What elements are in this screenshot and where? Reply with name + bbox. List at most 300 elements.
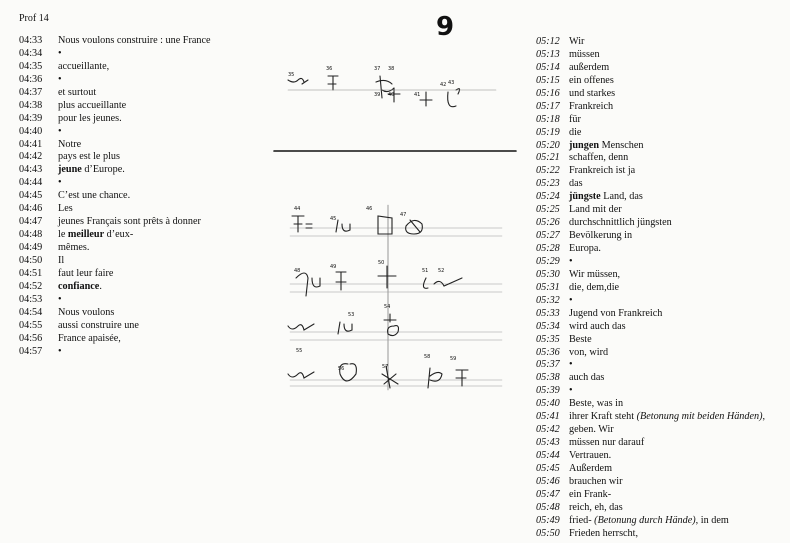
sketch-reference-number: 51 [422, 268, 429, 274]
timestamp: 05:48 [536, 501, 560, 513]
utterance-text [569, 230, 632, 243]
utterance-text [569, 295, 573, 308]
utterance-text [58, 294, 62, 307]
text-segment: ihrer Kraft steht [569, 411, 637, 423]
text-segment: • [58, 177, 62, 189]
text-segment: von, wird [569, 346, 609, 358]
text-segment: reich, eh, das [569, 501, 623, 513]
timestamp: 05:31 [536, 281, 560, 293]
transcript-line [19, 113, 211, 126]
sketch-stroke [406, 220, 423, 234]
timestamp: 05:30 [536, 268, 560, 280]
utterance-text [569, 114, 581, 127]
sketch-stroke [328, 76, 338, 90]
timestamp: 04:49 [19, 242, 43, 253]
text-segment: • [58, 73, 62, 85]
sketch-stroke [420, 92, 432, 106]
sketch-stroke [306, 224, 312, 228]
utterance-text [58, 281, 102, 294]
utterance-text [569, 49, 600, 62]
text-segment: Frankreich [569, 100, 614, 112]
timestamp: 05:47 [536, 488, 560, 500]
text-segment: • [58, 125, 62, 137]
sketch-reference-number: 50 [378, 260, 385, 266]
transcript-line [536, 411, 765, 424]
german-transcript-column [536, 36, 765, 541]
utterance-text [569, 476, 622, 489]
sketch-reference-number: 58 [424, 354, 431, 360]
transcript-line [19, 320, 211, 333]
timestamp: 04:53 [19, 293, 43, 305]
transcript-line [19, 177, 211, 190]
sketch-reference-number: 38 [388, 66, 395, 72]
transcript-line [19, 229, 211, 242]
sketch-reference-number: 35 [288, 72, 295, 78]
text-segment: faut leur faire [58, 267, 114, 279]
transcript-line [536, 437, 765, 450]
utterance-text [569, 308, 662, 321]
utterance-text [569, 256, 573, 269]
timestamp: 04:42 [19, 151, 43, 163]
timestamp: 05:17 [536, 100, 560, 112]
transcript-line [536, 256, 765, 269]
transcript-line [536, 49, 765, 62]
timestamp: 04:48 [19, 229, 43, 241]
utterance-text [569, 127, 581, 140]
sketch-reference-number: 53 [348, 312, 355, 318]
utterance-text [569, 140, 643, 153]
sketch-reference-number: 36 [326, 66, 333, 72]
sketch-stroke [288, 78, 308, 84]
sketch-reference-number: 40 [388, 92, 395, 98]
timestamp: 05:39 [536, 385, 560, 397]
text-segment: müssen nur darauf [569, 437, 645, 449]
gesture-note: (Betonung durch Hände) [594, 514, 696, 526]
sketch-stroke [288, 372, 314, 378]
text-segment: . [99, 280, 102, 292]
utterance-text [569, 191, 643, 204]
text-segment: plus accueillante [58, 99, 127, 111]
timestamp: 05:19 [536, 126, 560, 138]
transcript-line [536, 152, 765, 165]
emphasized-word: jungen [569, 139, 600, 151]
transcript-line [19, 294, 211, 307]
transcript-line [19, 126, 211, 139]
timestamp: 04:56 [19, 332, 43, 344]
timestamp: 05:38 [536, 372, 560, 384]
text-segment: die, dem,die [569, 281, 620, 293]
timestamp: 05:34 [536, 320, 560, 332]
timestamp: 04:55 [19, 319, 43, 331]
timestamp: 05:32 [536, 294, 560, 306]
text-segment: • [58, 345, 62, 357]
utterance-text [569, 269, 620, 282]
text-segment: aussi construire une [58, 319, 139, 331]
text-segment: Frieden herrscht, [569, 527, 639, 539]
sketch-reference-number: 42 [440, 82, 447, 88]
timestamp: 05:25 [536, 204, 560, 216]
french-transcript-column [19, 35, 211, 358]
sketch-stroke [336, 220, 350, 232]
transcript-line [19, 87, 211, 100]
utterance-text [58, 190, 130, 203]
timestamp: 04:33 [19, 35, 43, 46]
text-segment: schaffen, denn [569, 152, 629, 164]
sketch-reference-number: 56 [338, 366, 345, 372]
text-segment: Jugend von Frankreich [569, 307, 663, 319]
timestamp: 05:21 [536, 152, 560, 164]
timestamp: 05:35 [536, 333, 560, 345]
utterance-text [58, 126, 62, 139]
transcript-line [536, 282, 765, 295]
utterance-text [58, 333, 121, 346]
transcript-line [536, 450, 765, 463]
text-segment: le [58, 229, 68, 241]
utterance-text [569, 152, 628, 165]
text-segment: außerdem [569, 61, 610, 73]
timestamp: 05:36 [536, 346, 560, 358]
utterance-text [569, 515, 729, 528]
utterance-text [569, 75, 614, 88]
timestamp: 04:57 [19, 345, 43, 357]
transcript-line [536, 424, 765, 437]
utterance-text [58, 164, 125, 177]
transcript-line [19, 48, 211, 61]
text-segment: Bevölkerung in [569, 230, 633, 242]
transcript-line [536, 75, 765, 88]
timestamp: 04:50 [19, 254, 43, 266]
utterance-text [569, 489, 611, 502]
utterance-text [58, 229, 133, 242]
text-segment: für [569, 113, 581, 125]
utterance-text [58, 242, 89, 255]
emphasized-word: jüngste [569, 191, 601, 203]
text-segment: Land, das [600, 191, 643, 203]
timestamp: 04:36 [19, 73, 43, 85]
utterance-text [569, 334, 592, 347]
utterance-text [569, 204, 622, 217]
timestamp: 05:14 [536, 61, 560, 73]
transcript-line [536, 398, 765, 411]
emphasized-word: meilleur [67, 229, 105, 241]
utterance-text [569, 347, 608, 360]
transcript-line [536, 140, 765, 153]
timestamp: 05:16 [536, 87, 560, 99]
transcript-line [19, 242, 211, 255]
timestamp: 05:29 [536, 255, 560, 267]
text-segment: ein offenes [569, 74, 614, 86]
utterance-text [569, 321, 626, 334]
timestamp: 05:20 [536, 139, 560, 151]
sketch-reference-number: 54 [384, 304, 391, 310]
timestamp: 05:33 [536, 307, 560, 319]
sketch-stroke [292, 216, 304, 232]
timestamp: 04:46 [19, 203, 43, 215]
utterance-text [58, 203, 73, 216]
text-segment: Les [58, 203, 73, 215]
utterance-text [569, 411, 765, 424]
transcript-line [536, 62, 765, 75]
utterance-text [58, 87, 96, 100]
transcript-line [19, 203, 211, 216]
transcript-line [19, 333, 211, 346]
transcript-line [536, 308, 765, 321]
transcript-line [536, 36, 765, 49]
text-segment: Il [58, 254, 65, 266]
transcript-line [536, 463, 765, 476]
transcript-line [19, 151, 211, 164]
utterance-text [569, 243, 601, 256]
transcript-line [19, 164, 211, 177]
timestamp: 05:46 [536, 475, 560, 487]
utterance-text [58, 268, 113, 281]
utterance-text [58, 346, 62, 359]
utterance-text [569, 437, 644, 450]
sketch-reference-number: 44 [294, 206, 301, 212]
utterance-text [58, 35, 211, 48]
text-segment: Beste [569, 333, 592, 345]
timestamp: 04:35 [19, 60, 43, 72]
text-segment: die [569, 126, 582, 138]
sketch-stroke [296, 273, 320, 296]
utterance-text [58, 74, 62, 87]
utterance-text [58, 151, 120, 164]
timestamp: 05:49 [536, 514, 560, 526]
utterance-text [569, 450, 611, 463]
text-segment: auch das [569, 372, 605, 384]
utterance-text [58, 177, 62, 190]
transcript-line [536, 217, 765, 230]
text-segment: Wir [569, 36, 585, 47]
utterance-text [569, 528, 638, 541]
timestamp: 05:24 [536, 191, 560, 203]
sketch-reference-number: 46 [366, 206, 373, 212]
transcript-line [19, 100, 211, 113]
transcript-line [19, 216, 211, 229]
text-segment: accueillante, [58, 60, 110, 72]
utterance-text [569, 502, 623, 515]
transcript-line [536, 502, 765, 515]
text-segment: • [569, 385, 573, 397]
timestamp: 04:34 [19, 47, 43, 59]
timestamp: 04:41 [19, 138, 43, 150]
text-segment: müssen [569, 48, 600, 60]
transcript-line [536, 165, 765, 178]
timestamp: 05:40 [536, 398, 560, 410]
transcript-line [536, 204, 765, 217]
gesture-note: (Betonung mit beiden Händen) [636, 411, 763, 423]
transcript-line [19, 139, 211, 152]
utterance-text [58, 307, 114, 320]
text-segment: • [569, 359, 573, 371]
text-segment: • [569, 255, 573, 267]
timestamp: 05:22 [536, 165, 560, 177]
text-segment: Nous voulons construire : une France [58, 35, 211, 46]
transcript-line [19, 281, 211, 294]
utterance-text [58, 61, 109, 74]
timestamp: 04:54 [19, 306, 43, 318]
sketch-stroke [448, 89, 460, 107]
timestamp: 05:41 [536, 411, 560, 423]
utterance-text [569, 178, 583, 191]
timestamp: 05:18 [536, 113, 560, 125]
timestamp: 05:37 [536, 359, 560, 371]
emphasized-word: confiance [58, 280, 100, 292]
transcript-line [536, 528, 765, 541]
text-segment: d’eux- [104, 229, 134, 241]
timestamp: 04:39 [19, 112, 43, 124]
utterance-text [58, 255, 64, 268]
timestamp: 05:13 [536, 48, 560, 60]
utterance-text [58, 100, 126, 113]
transcript-line [536, 230, 765, 243]
transcript-line [19, 255, 211, 268]
utterance-text [569, 62, 609, 75]
text-segment: Wir müssen, [569, 268, 621, 280]
transcript-line [536, 489, 765, 502]
text-segment: fried- [569, 514, 595, 526]
transcript-line [19, 35, 211, 48]
text-segment: Frankreich ist ja [569, 165, 636, 177]
timestamp: 05:44 [536, 450, 560, 461]
sketch-reference-number: 39 [374, 92, 381, 98]
text-segment: mêmes. [58, 242, 90, 253]
sketch-reference-number: 49 [330, 264, 337, 270]
text-segment: Vertrauen. [569, 450, 612, 461]
utterance-text [58, 139, 81, 152]
text-segment: • [569, 294, 573, 306]
transcript-line [536, 347, 765, 360]
text-segment: geben. Wir [569, 424, 614, 436]
text-segment: , in dem [695, 514, 729, 526]
sketch-reference-number: 57 [382, 364, 389, 370]
timestamp: 04:44 [19, 177, 43, 189]
sketch-reference-number: 45 [330, 216, 337, 222]
timestamp: 05:12 [536, 36, 560, 47]
text-segment: et surtout [58, 86, 97, 98]
transcript-line [536, 243, 765, 256]
utterance-text [569, 398, 623, 411]
timestamp: 04:40 [19, 125, 43, 137]
text-segment: France apaisée, [58, 332, 121, 344]
sketch-reference-number: 47 [400, 212, 407, 218]
timestamp: 05:42 [536, 424, 560, 436]
sketch-reference-number: 41 [414, 92, 421, 98]
text-segment: Europa. [569, 243, 601, 254]
text-segment: durchschnittlich jüngsten [569, 217, 672, 229]
document-header: Prof 14 [19, 13, 49, 24]
sketch-stroke [428, 368, 442, 388]
utterance-text [569, 217, 672, 230]
emphasized-word: jeune [58, 164, 82, 176]
text-segment: Land mit der [569, 204, 622, 216]
text-segment: pour les jeunes. [58, 112, 122, 124]
utterance-text [569, 463, 612, 476]
utterance-text [569, 282, 619, 295]
sketch-reference-number: 37 [374, 66, 381, 72]
text-segment: und starkes [569, 87, 616, 99]
timestamp: 05:45 [536, 462, 560, 474]
timestamp: 04:43 [19, 164, 43, 176]
text-segment: brauchen wir [569, 475, 623, 487]
text-segment: jeunes Français sont prêts à donner [58, 216, 201, 228]
timestamp: 04:37 [19, 86, 43, 98]
transcript-line [536, 88, 765, 101]
transcript-line [536, 269, 765, 282]
sketch-stroke [423, 278, 462, 288]
transcript-line [536, 515, 765, 528]
timestamp: 04:47 [19, 216, 43, 228]
timestamp: 04:52 [19, 280, 43, 292]
transcript-line [536, 476, 765, 489]
sketch-reference-number: 55 [296, 348, 303, 354]
sketch-stroke [378, 216, 392, 234]
sketch-reference-number: 48 [294, 268, 301, 274]
text-segment: • [58, 47, 62, 59]
sketch-stroke [288, 324, 314, 330]
text-segment: d’Europe. [81, 164, 125, 176]
text-segment: C’est une chance. [58, 190, 131, 202]
utterance-text [569, 36, 584, 49]
transcript-line [536, 334, 765, 347]
transcript-line [19, 268, 211, 281]
transcript-line [536, 295, 765, 308]
timestamp: 04:38 [19, 99, 43, 111]
transcript-line [19, 74, 211, 87]
transcript-line [536, 178, 765, 191]
page-number: 9 [436, 12, 455, 42]
utterance-text [58, 216, 201, 229]
text-segment: Beste, was in [569, 398, 624, 410]
utterance-text [569, 385, 573, 398]
transcript-line [536, 114, 765, 127]
text-segment: Nous voulons [58, 306, 115, 318]
timestamp: 05:43 [536, 437, 560, 449]
transcript-line [19, 307, 211, 320]
transcript-line [19, 190, 211, 203]
timestamp: 05:23 [536, 178, 560, 190]
timestamp: 05:27 [536, 230, 560, 242]
transcript-line [536, 191, 765, 204]
utterance-text [569, 165, 635, 178]
utterance-text [58, 320, 139, 333]
sketch-stroke [336, 272, 346, 290]
timestamp: 04:45 [19, 190, 43, 202]
utterance-text [569, 88, 615, 101]
utterance-text [58, 48, 62, 61]
utterance-text [569, 372, 604, 385]
transcript-line [536, 127, 765, 140]
transcript-line [536, 372, 765, 385]
text-segment: das [569, 178, 583, 190]
text-segment: Menschen [599, 139, 644, 151]
text-segment: , [762, 411, 766, 423]
transcript-line [19, 61, 211, 74]
transcript-line [536, 359, 765, 372]
handwritten-gesture-notation [270, 40, 520, 400]
text-segment: Außerdem [569, 462, 612, 474]
timestamp: 05:15 [536, 74, 560, 86]
transcript-line [19, 346, 211, 359]
timestamp: 04:51 [19, 267, 43, 279]
text-segment: • [58, 293, 62, 305]
utterance-text [569, 101, 613, 114]
utterance-text [569, 359, 573, 372]
sketch-reference-number: 43 [448, 80, 455, 86]
sketch-reference-number: 52 [438, 268, 445, 274]
timestamp: 05:26 [536, 217, 560, 229]
text-segment: Notre [58, 138, 82, 150]
